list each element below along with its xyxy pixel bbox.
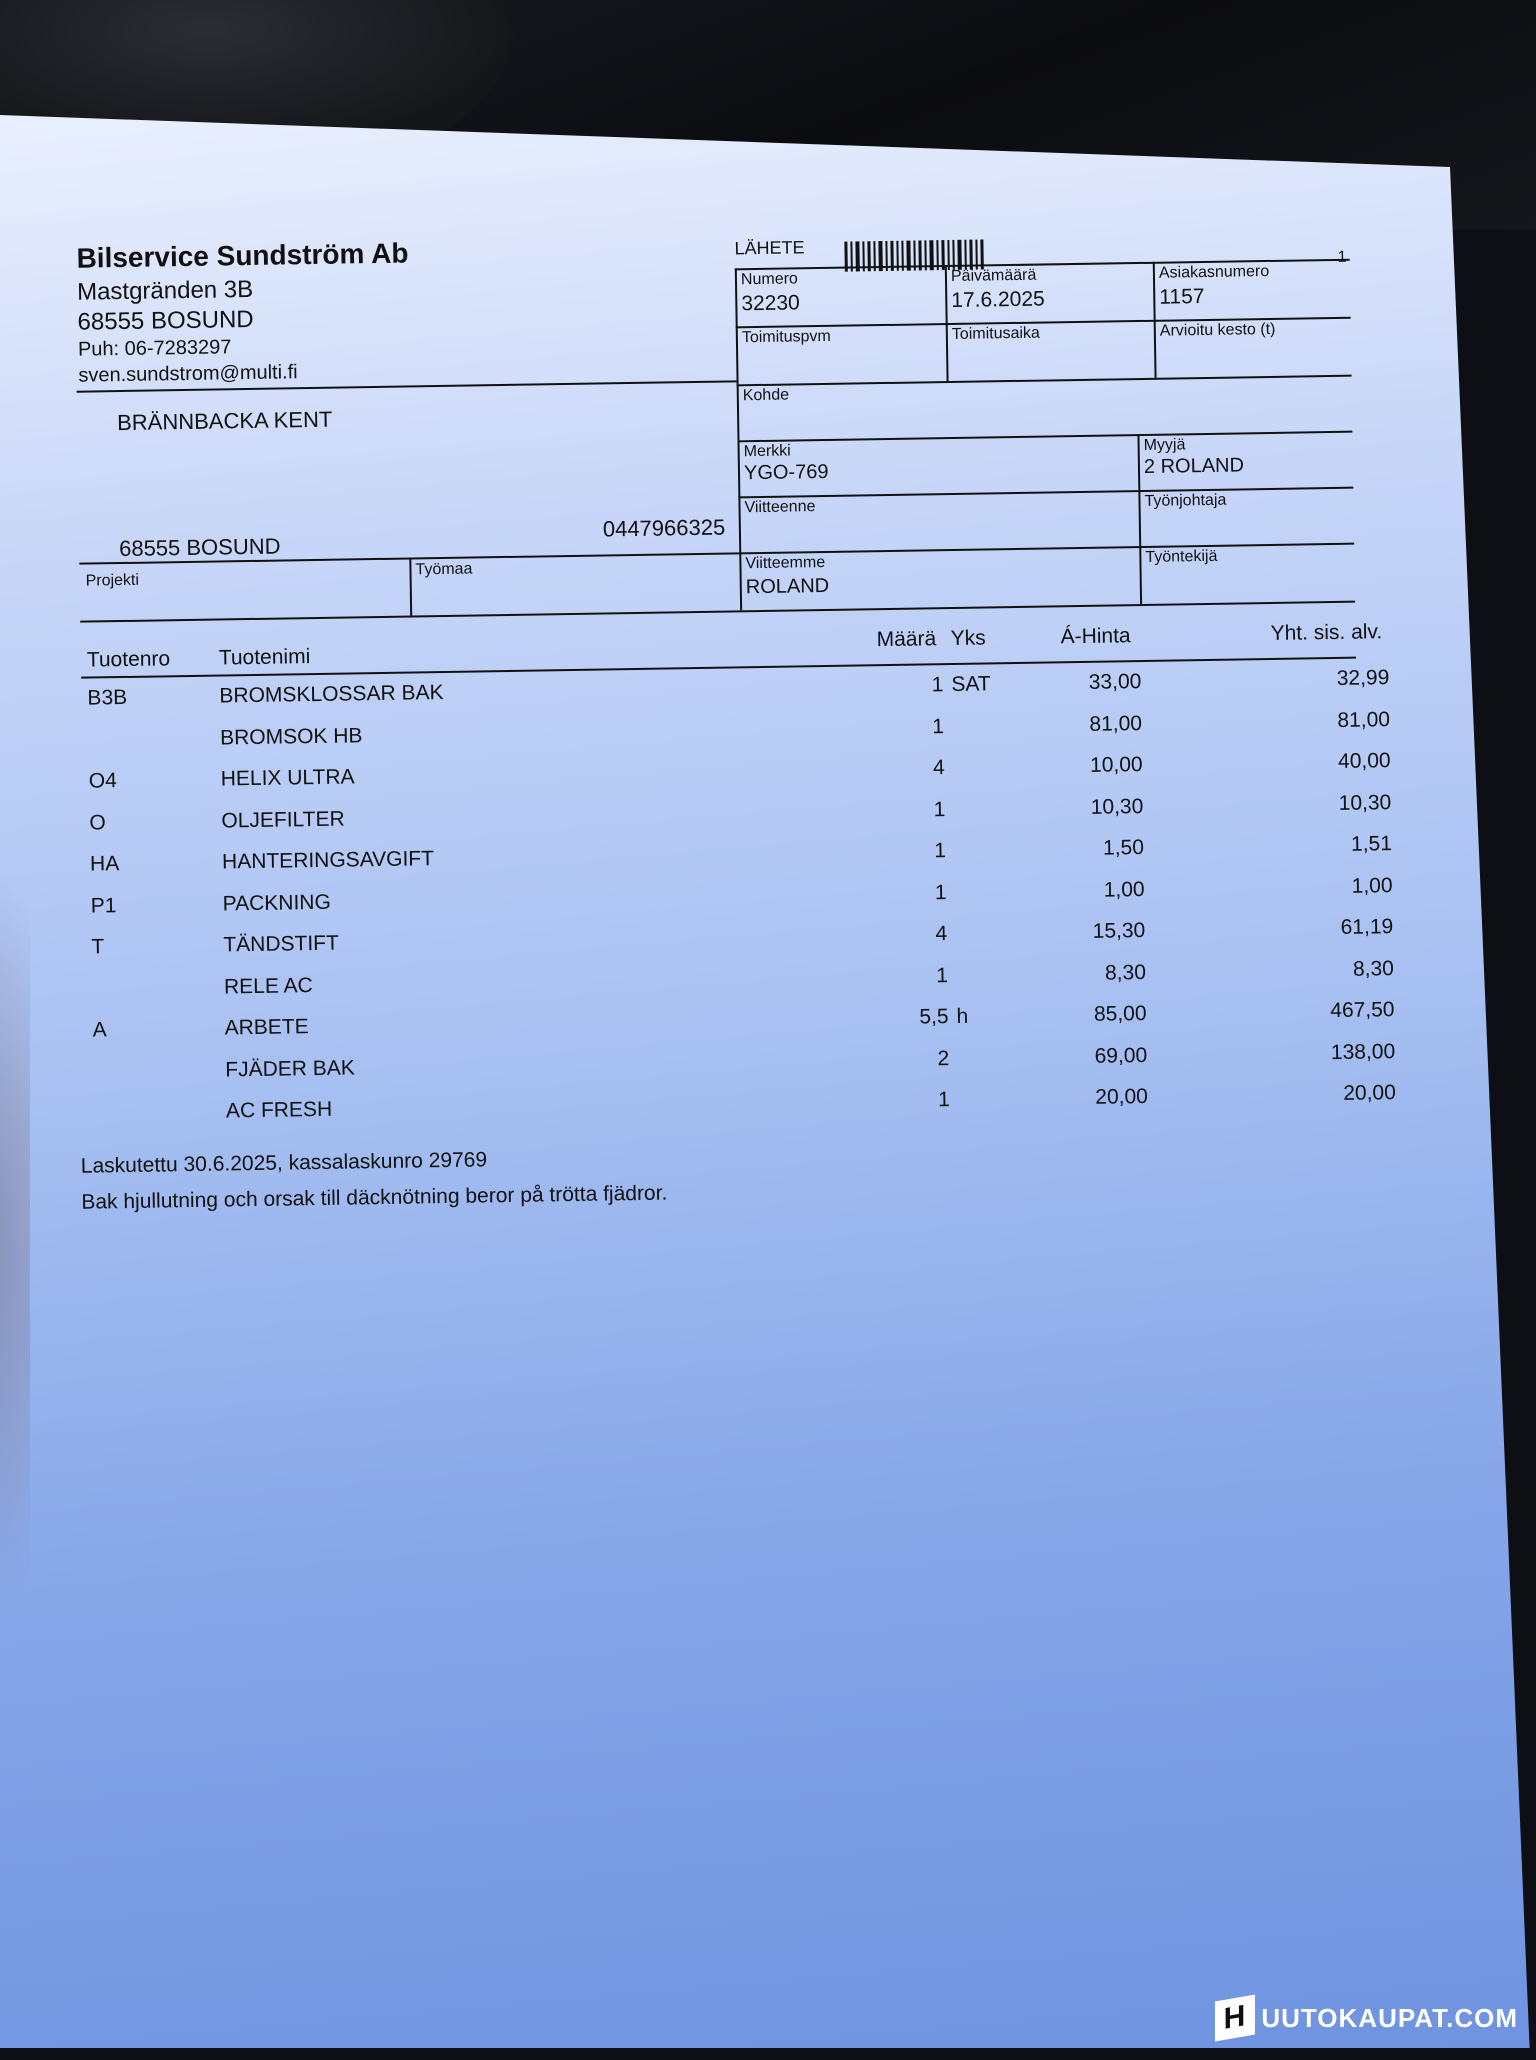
row-product-name: BROMSKLOSSAR BAK — [219, 680, 444, 708]
page-number: 1 — [1337, 248, 1347, 266]
watermark-logo — [1215, 1998, 1518, 2038]
row-product-name: HANTERINGSAVGIFT — [221, 847, 435, 874]
document-title: LÄHETE — [734, 237, 805, 259]
row-product-name: AC FRESH — [225, 1097, 333, 1123]
row-quantity: 5,5 — [919, 1005, 949, 1029]
col-unit: Yks — [950, 626, 986, 651]
row-unit: h — [956, 1004, 969, 1028]
grid-line — [409, 557, 412, 615]
row-unit-price: 8,30 — [1104, 960, 1147, 985]
row-product-name: ARBETE — [224, 1015, 309, 1040]
foreman-label: Työnjohtaja — [1144, 491, 1227, 510]
row-unit-price: 81,00 — [1089, 711, 1143, 736]
row-unit-price: 15,30 — [1092, 918, 1146, 943]
row-unit-price: 10,00 — [1089, 753, 1143, 777]
row-quantity: 1 — [934, 880, 947, 904]
row-product-number — [92, 975, 212, 977]
remark-note: Bak hjullutning och orsak till däcknötning beror på trötta fjädror. — [81, 1181, 668, 1214]
customer-phone: 0447966325 — [602, 514, 726, 542]
row-quantity: 2 — [937, 1046, 950, 1070]
row-unit-price: 1,50 — [1102, 836, 1145, 860]
row-product-name: HELIX ULTRA — [220, 765, 355, 791]
customer-name: BRÄNNBACKA KENT — [116, 406, 333, 436]
row-product-number: T — [91, 935, 105, 959]
row-quantity: 1 — [931, 673, 944, 697]
watermark-logo-icon: H — [1215, 1994, 1255, 2041]
row-unit — [958, 1087, 1018, 1088]
company-phone: Puh: 06-7283297 — [77, 336, 232, 361]
row-product-name: BROMSOK HB — [219, 723, 363, 749]
grid-line — [737, 375, 1352, 387]
grid-line — [1137, 434, 1142, 604]
row-product-number: B3B — [87, 685, 128, 710]
row-total: 32,99 — [1336, 666, 1390, 690]
row-unit — [953, 797, 1013, 798]
row-unit-price: 10,30 — [1090, 794, 1144, 819]
row-product-number: A — [92, 1018, 107, 1042]
numero-label: Numero — [740, 270, 799, 289]
customer-city: 68555 BOSUND — [118, 533, 281, 562]
row-total: 138,00 — [1330, 1039, 1396, 1064]
row-quantity: 1 — [934, 839, 947, 863]
col-quantity: Määrä — [876, 627, 937, 652]
company-email: sven.sundstrom@multi.fi — [78, 361, 298, 387]
row-product-name: PACKNING — [222, 890, 332, 915]
row-total: 81,00 — [1337, 707, 1391, 732]
row-product-number — [94, 1100, 214, 1102]
row-total: 1,51 — [1350, 832, 1393, 856]
row-unit-price: 85,00 — [1093, 1001, 1147, 1026]
company-street: Mastgränden 3B — [76, 275, 254, 306]
row-total: 10,30 — [1338, 790, 1392, 815]
watermark-text: UUTOKAUPAT.COM — [1261, 2002, 1518, 2033]
brand-value: YGO-769 — [743, 460, 829, 485]
row-quantity: 4 — [935, 922, 948, 946]
numero-value: 32230 — [741, 291, 800, 316]
row-product-number — [93, 1058, 213, 1060]
delivery-date-label: Toimituspvm — [741, 327, 831, 347]
customer-number-value: 1157 — [1159, 284, 1205, 309]
row-quantity: 1 — [936, 963, 949, 987]
row-unit — [954, 880, 1014, 881]
row-unit — [955, 921, 1015, 922]
target-label: Kohde — [742, 386, 790, 405]
grid-line — [738, 487, 1353, 499]
delivery-time-label: Toimitusaika — [951, 324, 1041, 343]
invoiced-note: Laskutettu 30.6.2025, kassalaskunro 29769 — [80, 1148, 488, 1178]
row-product-number: O — [89, 810, 106, 835]
row-unit — [952, 714, 1012, 715]
row-total: 467,50 — [1330, 998, 1395, 1023]
date-value: 17.6.2025 — [951, 287, 1045, 312]
row-unit — [952, 755, 1012, 756]
row-product-number: P1 — [90, 893, 117, 918]
row-unit-price: 20,00 — [1095, 1084, 1149, 1109]
col-product-name: Tuotenimi — [218, 645, 311, 670]
company-name: Bilservice Sundström Ab — [76, 237, 409, 274]
customer-number-label: Asiakasnumero — [1158, 262, 1270, 282]
row-total: 20,00 — [1343, 1081, 1396, 1105]
grid-line — [737, 431, 1352, 443]
row-product-name: FJÄDER BAK — [225, 1055, 356, 1081]
project-label: Projekti — [85, 571, 140, 590]
brand-label: Merkki — [743, 442, 791, 461]
col-product-number: Tuotenro — [86, 647, 171, 672]
row-product-number: HA — [89, 852, 120, 876]
grid-line — [80, 601, 1355, 623]
row-unit-price: 33,00 — [1088, 670, 1142, 694]
our-reference-value: ROLAND — [745, 574, 830, 599]
row-unit — [956, 963, 1016, 964]
row-unit-price: 1,00 — [1103, 877, 1145, 902]
company-city: 68555 BOSUND — [77, 305, 254, 336]
row-product-name: RELE AC — [223, 973, 313, 998]
worksite-label: Työmaa — [415, 560, 473, 579]
estimated-duration-label: Arvioitu kesto (t) — [1159, 320, 1276, 340]
row-product-number — [88, 726, 208, 728]
your-reference-label: Viitteenne — [744, 498, 816, 517]
our-reference-label: Viitteemme — [745, 553, 826, 573]
worker-label: Työntekijä — [1145, 547, 1218, 566]
row-unit — [954, 838, 1014, 839]
row-unit-price: 69,00 — [1094, 1043, 1148, 1068]
row-total: 61,19 — [1340, 915, 1394, 939]
row-total: 8,30 — [1352, 956, 1395, 981]
row-quantity: 4 — [932, 756, 945, 780]
row-product-number: O4 — [88, 769, 117, 793]
row-unit: SAT — [951, 672, 991, 697]
row-quantity: 1 — [938, 1088, 951, 1112]
col-total: Yht. sis. alv. — [1270, 620, 1383, 645]
row-product-name: OLJEFILTER — [221, 807, 345, 832]
row-unit — [957, 1046, 1017, 1047]
date-label: Päivämäärä — [950, 266, 1037, 285]
row-total: 1,00 — [1351, 873, 1393, 898]
row-product-name: TÄNDSTIFT — [223, 931, 340, 957]
seller-label: Myyjä — [1143, 436, 1186, 454]
row-quantity: 1 — [933, 797, 946, 821]
seller-value: 2 ROLAND — [1143, 454, 1245, 478]
row-quantity: 1 — [932, 714, 945, 738]
col-unit-price: Á-Hinta — [1060, 624, 1131, 649]
row-total: 40,00 — [1337, 749, 1391, 773]
